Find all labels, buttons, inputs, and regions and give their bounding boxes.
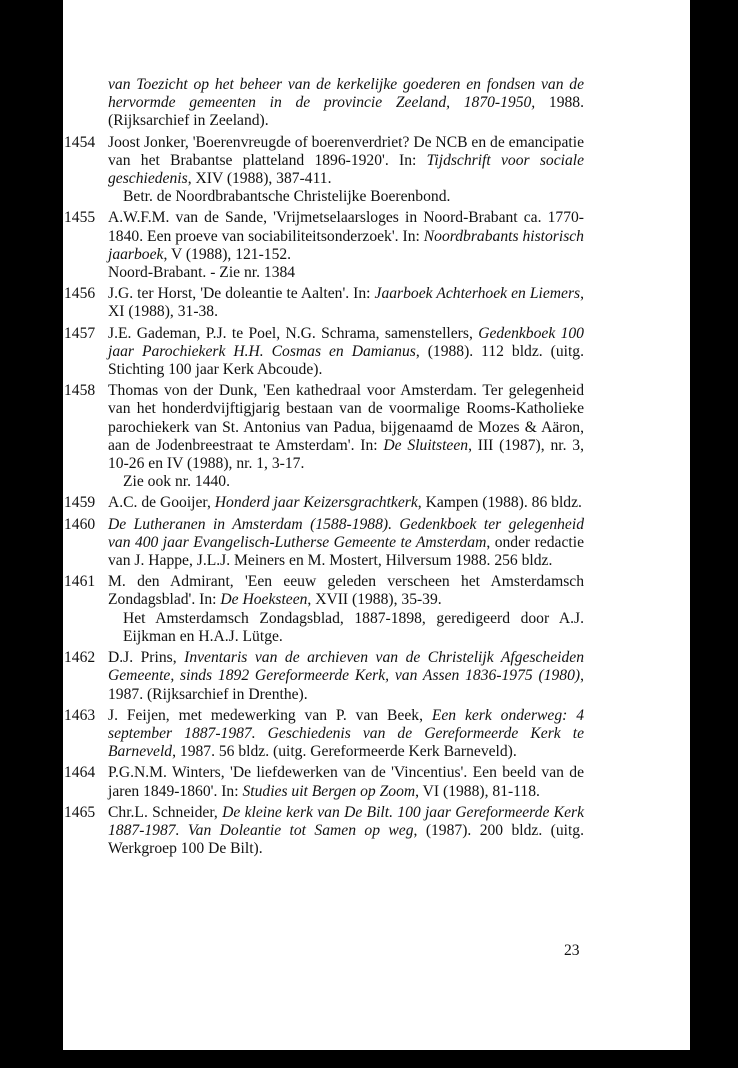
entry-citation: , XIV (1988), 387-411.	[187, 170, 332, 188]
bibliography-entry	[64, 494, 584, 512]
bibliography-entry	[64, 209, 584, 282]
entry-number: 1464	[64, 764, 96, 782]
entry-text	[108, 804, 584, 859]
entry-note: Noord-Brabant. - Zie nr. 1384	[108, 264, 296, 282]
entry-citation: , III (1987), nr. 3, 10-26 en IV (1988), nr. 1, 3-17.	[108, 436, 585, 473]
bibliography-entry	[64, 573, 584, 646]
entry-author-title: A.W.F.M. van de Sande, 'Vrijmetselaarsloges in Noord-Brabant ca. 1770-1840. Een proeve van sociabiliteitsonderzoek'. In:	[108, 209, 584, 245]
entry-number: 1461	[64, 573, 96, 591]
bibliography-entry	[64, 706, 585, 762]
entry-text	[108, 285, 584, 321]
entry-author-title: Thomas von der Dunk, 'Een kathedraal voor Amsterdam. Ter gelegenheid van het honderdvijftigjarig bestaan van de voormalige Rooms-Katholieke parochiekerk van St. Antonius van Padua, bijgenaamd de Mozes & Aäron, aan de Jodenbreestraat te Amsterdam'. In:	[108, 382, 584, 454]
scan-border-bottom	[0, 1050, 738, 1068]
entry-book-title: Een kerk onderweg: 4 september 1887-1987. Geschiedenis van de Gereformeerde Kerk te Barneveld	[108, 706, 585, 761]
entry-text	[108, 494, 584, 512]
entry-text	[108, 573, 584, 609]
entry-note: Betr. de Noordbrabantsche Christelijke Boerenbond.	[123, 188, 451, 206]
entry-number: 1459	[64, 494, 96, 512]
entry-journal: Tijdschrift voor sociale geschiedenis	[108, 151, 585, 188]
bibliography-entry	[64, 803, 584, 859]
entry-citation: , (1987). 200 bldz. (uitg. Werkgroep 100 De Bilt).	[108, 821, 584, 858]
entry-note: Zie ook nr. 1440.	[123, 473, 230, 491]
entry-citation: , V (1988), 121-152.	[163, 245, 292, 263]
entry-book-title: Honderd jaar Keizersgrachtkerk	[214, 494, 418, 512]
bibliography-entry	[64, 133, 585, 207]
entry-book-title: Gedenkboek 100 jaar Parochiekerk H.H. Cosmas en Damianus	[108, 324, 584, 360]
entry-citation: , VI (1988), 81-118.	[415, 782, 540, 800]
entry-number: 1462	[64, 649, 96, 667]
entry-text	[108, 209, 584, 264]
continued-entry	[108, 76, 584, 131]
entry-text	[108, 707, 584, 762]
entry-book-title: De Lutheranen in Amsterdam (1588-1988). Gedenkboek ter gelegenheid van 400 jaar Evangelisch-Lutherse Gemeente te Amsterdam	[108, 515, 584, 551]
entry-book-title: Inventaris van de archieven van de Christelijk Afgescheiden Gemeente, sinds 1892 Gereformeerde Kerk, van Assen 1836-1975 (1980)	[108, 649, 584, 685]
entry-journal: De Sluitsteen	[383, 436, 469, 454]
entry-author-title: P.G.N.M. Winters, 'De liefdewerken van de 'Vincentius'. Een beeld van de jaren 1849-1860'. In:	[108, 764, 584, 800]
entry-text	[108, 764, 584, 800]
bibliography-entry	[64, 382, 585, 491]
bibliography-entry	[64, 324, 584, 380]
entry-citation: , Kampen (1988). 86 bldz.	[417, 494, 582, 512]
entry-book-title: De kleine kerk van De Bilt. 100 jaar Gereformeerde Kerk 1887-1987. Van Doleantie tot Samen op weg	[108, 803, 584, 839]
bibliography-entry	[64, 285, 584, 321]
entry-citation: , XVII (1988), 35-39.	[307, 591, 442, 609]
bibliography-entry	[64, 764, 584, 800]
entry-number: 1465	[64, 803, 96, 821]
entry-text: 1988. (Rijksarchief in Zeeland).	[108, 94, 584, 130]
entry-journal: Noordbrabants historisch jaarboek	[108, 227, 584, 263]
entry-number: 1456	[64, 285, 96, 303]
bibliography-entry	[64, 649, 584, 704]
bibliography-entry	[64, 515, 584, 571]
entry-author: D.J. Prins,	[108, 649, 185, 667]
entry-citation: , 1987. 56 bldz. (uitg. Gereformeerde Kerk Barneveld).	[172, 743, 517, 761]
entry-author-title: M. den Admirant, 'Een eeuw geleden verscheen het Amsterdamsch Zondagsblad'. In:	[108, 573, 584, 609]
entry-title: van Toezicht op het beheer van de kerkelijke goederen en fondsen van de hervormde gemeenten in de provincie Zeeland, 1870-1950,	[108, 76, 584, 112]
entry-number: 1463	[64, 706, 96, 724]
entry-citation: , 1987. (Rijksarchief in Drenthe).	[108, 667, 584, 703]
entry-text	[108, 325, 584, 380]
entry-number: 1457	[64, 324, 96, 342]
entry-author: A.C. de Gooijer,	[108, 494, 215, 512]
entry-authors: J.E. Gademan, P.J. te Poel, N.G. Schrama, samenstellers,	[108, 324, 479, 342]
entry-citation: , XI (1988), 31-38.	[108, 285, 584, 321]
entry-text	[108, 382, 584, 473]
page-number: 23	[564, 942, 580, 959]
entry-journal: Jaarboek Achterhoek en Liemers	[374, 285, 581, 303]
entry-citation: , onder redactie van J. Happe, J.L.J. Meiners en M. Mostert, Hilversum 1988. 256 bldz.	[108, 533, 584, 570]
entry-journal: De Hoeksteen	[220, 591, 308, 609]
entry-number: 1455	[64, 209, 96, 227]
entry-citation: , (1988). 112 bldz. (uitg. Stichting 100 jaar Kerk Abcoude).	[108, 342, 584, 379]
entry-text	[108, 134, 584, 189]
entry-number: 1458	[64, 382, 96, 400]
entry-author-title: Joost Jonker, 'Boerenvreugde of boerenverdriet? De NCB en de emancipatie van het Brabantse platteland 1896-1920'. In:	[108, 133, 584, 169]
scan-border-left	[0, 0, 63, 1068]
entry-text	[108, 516, 584, 571]
entry-text	[108, 649, 584, 704]
entry-note: Het Amsterdamsch Zondagsblad, 1887-1898, geredigeerd door A.J. Eijkman en H.A.J. Lütge.	[123, 609, 584, 645]
entry-author: J. Feijen, met medewerking van P. van Beek,	[108, 706, 432, 724]
entry-number: 1460	[64, 515, 96, 533]
scan-border-right	[690, 0, 738, 1068]
entry-number: 1454	[64, 133, 96, 151]
bibliography-content	[64, 76, 585, 858]
entry-author: Chr.L. Schneider,	[108, 803, 223, 821]
entry-author-title: J.G. ter Horst, 'De doleantie te Aalten'. In:	[108, 285, 375, 303]
entry-journal: Studies uit Bergen op Zoom	[242, 782, 416, 800]
